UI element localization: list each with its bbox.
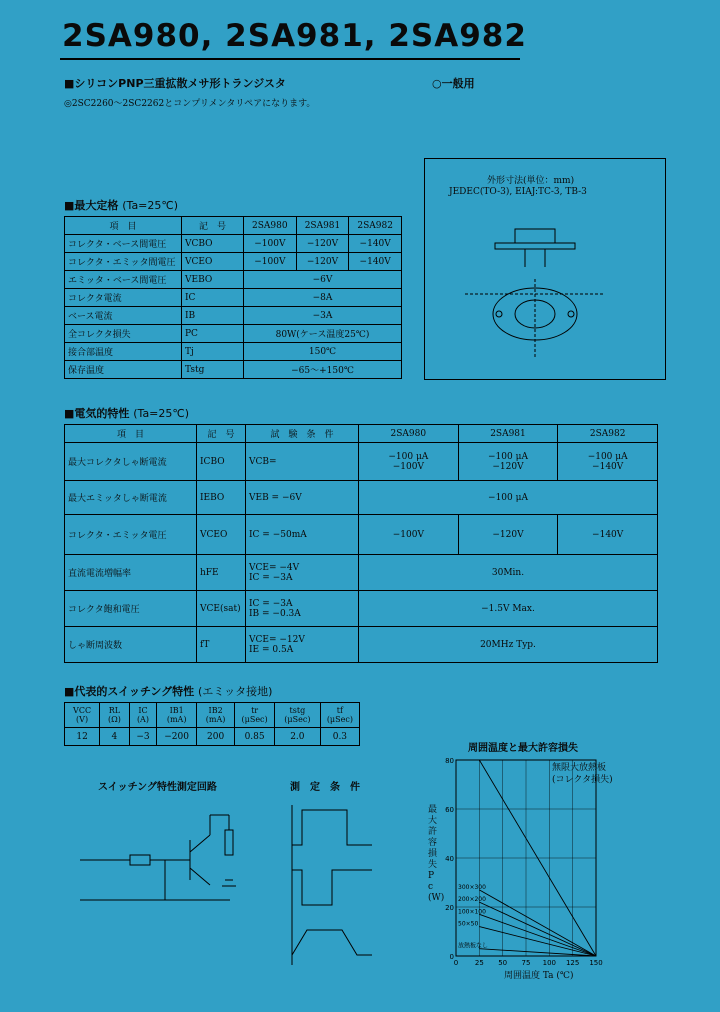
table-header: 記 号 (182, 217, 244, 235)
table-cell: エミッタ・ベース間電圧 (65, 271, 182, 289)
table-header: tr (μSec) (235, 703, 275, 728)
max-ratings-heading: ■最大定格 (Ta=25℃) (64, 199, 179, 212)
table-header: tf (μSec) (320, 703, 359, 728)
chart-ylabel: 最大許容損失 Pc (W) (428, 805, 445, 903)
title-rule (60, 58, 520, 60)
table-cell: ベース電流 (65, 307, 182, 325)
to3-outline-drawing (425, 199, 665, 379)
table-cell: −140V (558, 515, 658, 555)
table-header: IC (A) (129, 703, 157, 728)
table-cell: 全コレクタ損失 (65, 325, 182, 343)
switching-circuit-diagram (70, 800, 250, 920)
table-cell: 最大エミッタしゃ断電流 (65, 481, 197, 515)
table-cell: −100V (244, 253, 297, 271)
table-cell: −200 (157, 728, 197, 746)
table-row (65, 361, 402, 379)
table-cell (359, 443, 459, 481)
table-cell: VCEO (182, 253, 244, 271)
table-cell: IC = −50mA (246, 515, 359, 555)
table-cell: IEBO (197, 481, 246, 515)
table-cell: VCE(sat) (197, 591, 246, 627)
table-row (65, 703, 360, 728)
table-header: 2SA980 (244, 217, 297, 235)
table-row (65, 271, 402, 289)
table-header: 2SA981 (458, 425, 558, 443)
condition-line: IE = 0.5A (249, 644, 294, 655)
table-cell: IC (182, 289, 244, 307)
table-cell: −8A (244, 289, 402, 307)
table-cell: hFE (197, 555, 246, 591)
page-title: 2SA980, 2SA981, 2SA982 (62, 18, 527, 54)
table-cell: 0.85 (235, 728, 275, 746)
condition-line: IB = −0.3A (249, 608, 301, 619)
table-row (65, 343, 402, 361)
table-header: 2SA982 (349, 217, 402, 235)
table-header: VCC (V) (65, 703, 100, 728)
table-cell (246, 627, 359, 663)
circuit-title: スイッチング特性測定回路 (98, 782, 217, 793)
condition-value: −100V (392, 461, 424, 472)
x-tick-label: 125 (565, 959, 580, 967)
table-row (65, 289, 402, 307)
table-cell: −120V (296, 253, 349, 271)
table-header: 2SA981 (296, 217, 349, 235)
table-row (65, 253, 402, 271)
table-cell: fT (197, 627, 246, 663)
table-cell: IB (182, 307, 244, 325)
condition-line: IC = −3A (249, 598, 293, 609)
chart-legend-2: (コレクタ損失) (552, 775, 613, 785)
table-cell: コレクタ・エミッタ電圧 (65, 515, 197, 555)
y-tick-label: 0 (449, 953, 454, 961)
table-cell: 200 (197, 728, 235, 746)
table-cell: VCBO (182, 235, 244, 253)
table-cell: コレクタ・エミッタ間電圧 (65, 253, 182, 271)
table-row (65, 217, 402, 235)
table-cell: −65～+150℃ (244, 361, 402, 379)
table-cell: コレクタ電流 (65, 289, 182, 307)
x-tick-label: 100 (542, 959, 557, 967)
package-standard: JEDEC(TO-3), EIAJ:TC-3, TB-3 (449, 187, 587, 197)
table-cell (246, 591, 359, 627)
table-cell: −120V (296, 235, 349, 253)
table-cell: 80W(ケース温度25℃) (244, 325, 402, 343)
series-label: 50×50 (458, 920, 479, 928)
package-title: 外形寸法(単位：mm) (487, 176, 575, 186)
series-line (479, 902, 596, 956)
x-tick-label: 75 (521, 959, 531, 967)
usage-label: ○一般用 (432, 77, 475, 90)
table-cell: 直流電流増幅率 (65, 555, 197, 591)
table-cell: VCB= (246, 443, 359, 481)
table-row (65, 425, 658, 443)
package-drawing-box (424, 158, 666, 380)
table-row (65, 515, 658, 555)
table-cell: 接合部温度 (65, 343, 182, 361)
table-cell: −120V (458, 515, 558, 555)
switching-waveforms (262, 795, 382, 970)
table-cell: 保存温度 (65, 361, 182, 379)
series-line (479, 890, 596, 956)
table-cell: コレクタ飽和電圧 (65, 591, 197, 627)
table-cell: しゃ断周波数 (65, 627, 197, 663)
table-cell: PC (182, 325, 244, 343)
table-cell: −100 μA (359, 481, 658, 515)
table-cell: −6V (244, 271, 402, 289)
table-header: RL (Ω) (100, 703, 130, 728)
table-header: 記 号 (197, 425, 246, 443)
complement-note: ◎2SC2260～2SC2262とコンプリメンタリペアになります。 (64, 99, 316, 109)
table-cell (246, 555, 359, 591)
table-row (65, 235, 402, 253)
table-cell: −3A (244, 307, 402, 325)
table-cell: ICBO (197, 443, 246, 481)
table-cell: 20MHz Typ. (359, 627, 658, 663)
table-cell: VCEO (197, 515, 246, 555)
table-cell (458, 443, 558, 481)
table-row (65, 591, 658, 627)
table-header: 2SA982 (558, 425, 658, 443)
table-cell: −100V (244, 235, 297, 253)
series-line (479, 927, 596, 956)
chart-legend-1: 無限大放熱板 (552, 763, 607, 773)
x-tick-label: 50 (498, 959, 508, 967)
table-cell: −140V (349, 235, 402, 253)
elec-heading: ■電気的特性 (Ta=25℃) (64, 407, 190, 420)
y-tick-label: 20 (445, 904, 454, 912)
table-cell: 最大コレクタしゃ断電流 (65, 443, 197, 481)
table-cell: −1.5V Max. (359, 591, 658, 627)
table-cell: 0.3 (320, 728, 359, 746)
table-header: IB2 (mA) (197, 703, 235, 728)
table-header: 項 目 (65, 425, 197, 443)
table-row (65, 325, 402, 343)
series-label: 放熱板なし (458, 942, 489, 950)
table-cell: 2.0 (274, 728, 320, 746)
table-header: 2SA980 (359, 425, 459, 443)
series-label: 300×300 (458, 883, 486, 891)
table-header: 試 験 条 件 (246, 425, 359, 443)
series-label: 100×100 (458, 908, 486, 916)
series-label: 200×200 (458, 896, 486, 904)
condition-line: VCE= −12V (249, 634, 305, 645)
table-row (65, 555, 658, 591)
table-row (65, 627, 658, 663)
table-cell: Tj (182, 343, 244, 361)
table-cell: 12 (65, 728, 100, 746)
table-cell: Tstg (182, 361, 244, 379)
table-row (65, 443, 658, 481)
chart-title: 周囲温度と最大許容損失 (468, 743, 578, 754)
table-cell: VEBO (182, 271, 244, 289)
table-cell: 150℃ (244, 343, 402, 361)
table-cell: VEB = −6V (246, 481, 359, 515)
condition-value: −140V (592, 461, 624, 472)
x-tick-label: 150 (589, 959, 603, 967)
derating-chart (440, 752, 610, 967)
x-tick-label: 25 (474, 959, 484, 967)
switching-table (64, 702, 360, 746)
condition-value: −120V (492, 461, 524, 472)
value: −100 μA (587, 451, 628, 462)
max-ratings-table (64, 216, 402, 379)
table-cell: コレクタ・ベース間電圧 (65, 235, 182, 253)
table-cell: −100V (359, 515, 459, 555)
condition-line: IC = −3A (249, 572, 293, 583)
y-tick-label: 40 (445, 855, 454, 863)
table-cell: 30Min. (359, 555, 658, 591)
table-header: IB1 (mA) (157, 703, 197, 728)
table-row (65, 481, 658, 515)
table-header: tstg (μSec) (274, 703, 320, 728)
chart-xlabel: 周囲温度 Ta (℃) (504, 971, 574, 981)
table-cell: −3 (129, 728, 157, 746)
conditions-title: 測 定 条 件 (290, 782, 360, 793)
table-header: 項 目 (65, 217, 182, 235)
subtitle: ■シリコンPNP三重拡散メサ形トランジスタ (64, 77, 286, 90)
table-cell: −140V (349, 253, 402, 271)
y-tick-label: 80 (445, 757, 454, 765)
table-row (65, 728, 360, 746)
table-cell (558, 443, 658, 481)
table-row (65, 307, 402, 325)
value: −100 μA (388, 451, 429, 462)
elec-table (64, 424, 658, 663)
y-tick-label: 60 (445, 806, 454, 814)
value: −100 μA (488, 451, 528, 462)
condition-line: VCE= −4V (249, 562, 300, 573)
table-cell: 4 (100, 728, 130, 746)
switching-heading: ■代表的スイッチング特性 (エミッタ接地) (64, 685, 273, 698)
x-tick-label: 0 (453, 959, 459, 967)
